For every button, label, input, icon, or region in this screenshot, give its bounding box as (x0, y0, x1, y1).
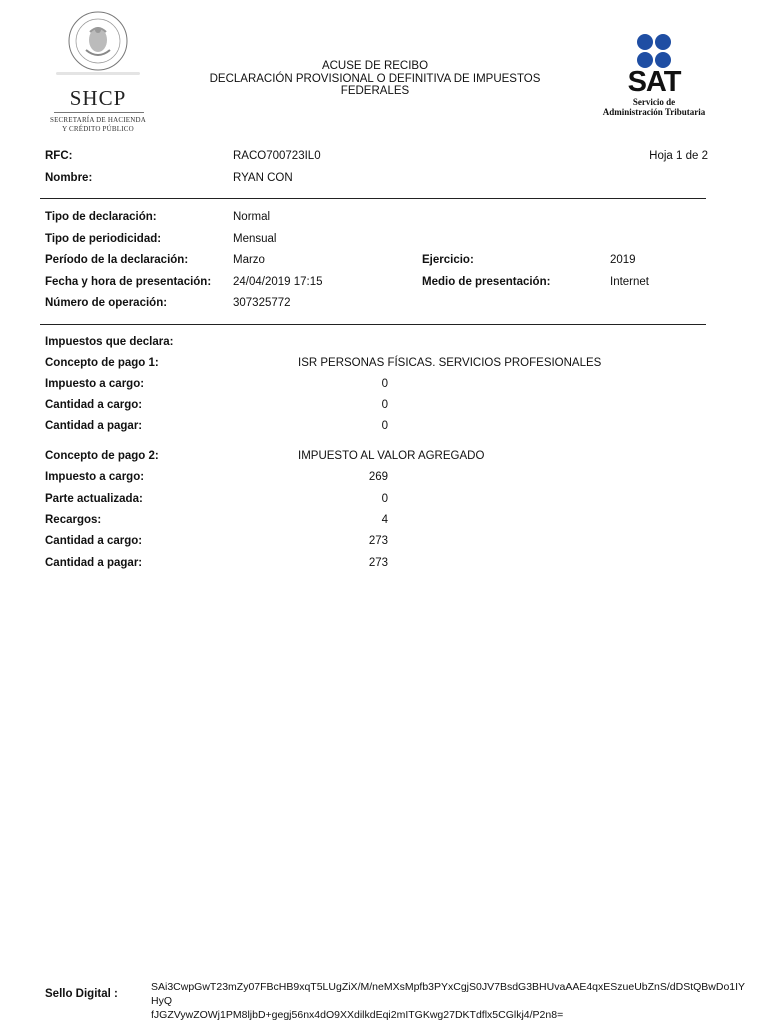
shcp-divider (54, 112, 144, 113)
c2-parte-actualizada-label: Parte actualizada: (45, 493, 143, 505)
c1-impuesto-cargo-value: 0 (381, 378, 388, 390)
divider-1 (40, 198, 706, 199)
numero-operacion-label: Número de operación: (45, 297, 168, 309)
fecha-presentacion-label: Fecha y hora de presentación: (45, 276, 212, 288)
c1-cantidad-pagar-value: 0 (381, 420, 388, 432)
document-subtitle: DECLARACIÓN PROVISIONAL O DEFINITIVA DE IMPUESTOS FEDERALES (209, 73, 541, 97)
c1-impuesto-cargo-label: Impuesto a cargo: (45, 378, 145, 390)
sello-digital-label: Sello Digital : (45, 988, 118, 1000)
document-title: ACUSE DE RECIBO (321, 60, 429, 72)
ejercicio-value: 2019 (610, 254, 636, 266)
medio-presentacion-value: Internet (610, 276, 649, 288)
page-indicator: Hoja 1 de 2 (649, 150, 708, 162)
c2-recargos-value: 4 (381, 514, 388, 526)
c2-impuesto-cargo-label: Impuesto a cargo: (45, 471, 145, 483)
concepto-2-label: Concepto de pago 2: (45, 450, 159, 462)
sat-logo-dots-icon (636, 33, 672, 69)
nombre-value: RYAN CON (233, 172, 293, 184)
numero-operacion-value: 307325772 (233, 297, 291, 309)
rfc-label: RFC: (45, 150, 73, 162)
concepto-1-label: Concepto de pago 1: (45, 357, 159, 369)
seal-shadow (56, 72, 140, 75)
sello-line-2: fJGZVywZOWj1PM8ljbD+gegj56nx4dO9XXdilkdEqi2mITGKwg27DKTdflx5CGlkj4/P2n8= (151, 1009, 564, 1021)
shcp-subtitle-1: SECRETARÍA DE HACIENDA (49, 116, 146, 124)
c1-cantidad-cargo-label: Cantidad a cargo: (45, 399, 143, 411)
divider-2 (40, 324, 706, 325)
c2-cantidad-cargo-label: Cantidad a cargo: (45, 535, 143, 547)
tipo-declaracion-value: Normal (233, 211, 271, 223)
c2-cantidad-cargo-value: 273 (368, 535, 388, 547)
c2-cantidad-pagar-label: Cantidad a pagar: (45, 557, 143, 569)
medio-presentacion-label: Medio de presentación: (422, 276, 551, 288)
sello-line-1: SAi3CwpGwT23mZy07FBcHB9xqT5LUgZiX/M/neMXsMpfb3PYxCgjS0JV7BsdG3BHUvaAAE4qxESzueUbZnS/dDStQBwDo1IYHyQ (151, 981, 746, 1007)
c2-parte-actualizada-value: 0 (381, 493, 388, 505)
periodo-value: Marzo (233, 254, 265, 266)
shcp-subtitle-2: Y CRÉDITO PÚBLICO (62, 125, 134, 133)
periodicidad-value: Mensual (233, 233, 277, 245)
tipo-declaracion-label: Tipo de declaración: (45, 211, 157, 223)
ejercicio-label: Ejercicio: (422, 254, 474, 266)
periodo-label: Período de la declaración: (45, 254, 189, 266)
mexico-coat-of-arms-seal (66, 10, 130, 72)
sat-subtitle-1: Servicio de (632, 97, 676, 107)
c2-recargos-label: Recargos: (45, 514, 102, 526)
fecha-presentacion-value: 24/04/2019 17:15 (233, 276, 323, 288)
rfc-value: RACO700723IL0 (233, 150, 321, 162)
sello-digital-value (151, 980, 751, 1022)
periodicidad-label: Tipo de periodicidad: (45, 233, 162, 245)
shcp-logo-text: SHCP (69, 86, 127, 110)
concepto-2-value: IMPUESTO AL VALOR AGREGADO (298, 450, 485, 462)
c1-cantidad-pagar-label: Cantidad a pagar: (45, 420, 143, 432)
nombre-label: Nombre: (45, 172, 93, 184)
concepto-1-value: ISR PERSONAS FÍSICAS. SERVICIOS PROFESIONALES (298, 357, 602, 369)
sat-subtitle-2: Administración Tributaria (602, 107, 706, 117)
c2-impuesto-cargo-value: 269 (368, 471, 388, 483)
sat-logo-text: SAT (627, 66, 681, 98)
c2-cantidad-pagar-value: 273 (368, 557, 388, 569)
impuestos-heading: Impuestos que declara: (45, 336, 174, 348)
c1-cantidad-cargo-value: 0 (381, 399, 388, 411)
